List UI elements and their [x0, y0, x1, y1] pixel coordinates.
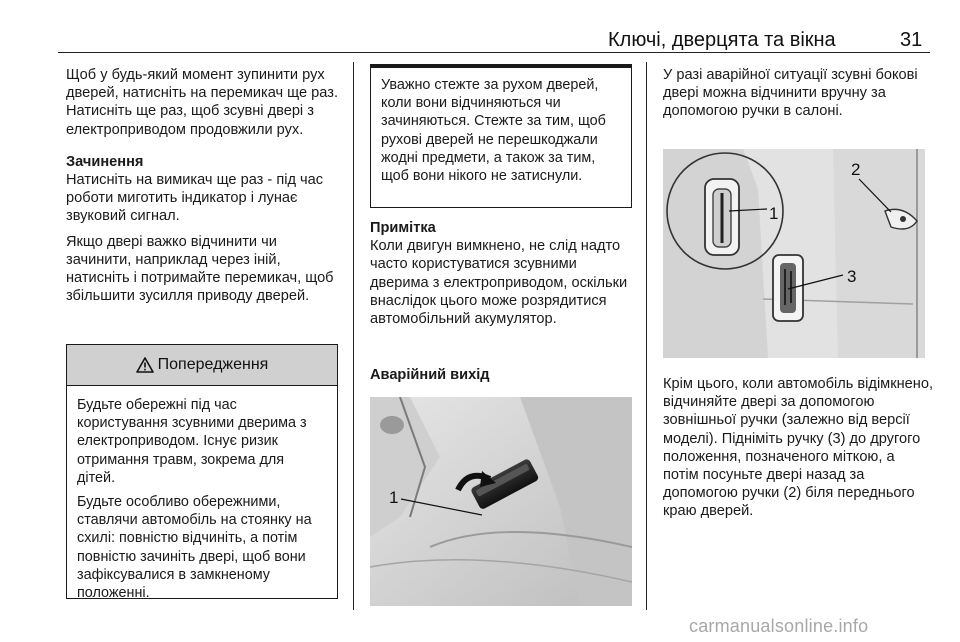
closing-heading: Зачинення	[66, 153, 144, 170]
notice-text: Уважно стежте за рухом дверей, коли вони відчиняються чи зачиняються. Стежте за тим, щоб рухові дверей не перешкоджали жодні предмети, а також за тим, щоб вони нікого не затиснули.	[381, 77, 606, 185]
emergency-exit-heading: Аварійний вихід	[370, 367, 490, 383]
intro-paragraph: Щоб у будь-який момент зупинити рух дверей, натисніть на перемикач ще раз. Натисніть ще раз, щоб зсувні двері з електроприводом продовжили рух.	[66, 67, 339, 138]
emergency-intro-paragraph: У разі аварійної ситуації зсувні бокові двері можна відчинити вручну за допомогою ручки в салоні.	[663, 67, 918, 120]
column-divider-right	[646, 62, 647, 610]
column-divider-left	[353, 62, 354, 610]
column-3-body	[663, 375, 933, 528]
warning-paragraph-1: Будьте обережні під час користування зсувними дверима з електроприводом. Існує ризик отримання травм, зокрема для дітей.	[77, 397, 307, 486]
page-number: 31	[900, 29, 923, 51]
emergency-handle-illustration	[370, 397, 632, 606]
watermark: carmanualsonline.info	[689, 616, 869, 636]
page-header-title: Ключі, дверцята та вікна	[608, 29, 836, 51]
door-handles-figure	[663, 149, 925, 358]
callout-1: 1	[389, 488, 399, 507]
emergency-heading-wrap	[370, 366, 632, 384]
warning-box	[66, 344, 338, 602]
door-handles-illustration	[663, 149, 925, 358]
outer-handle-paragraph: Крім цього, коли автомобіль відімкнено, відчиняйте двері за допомогою зовнішньої ручки (залежно від версії моделі). Підніміть ручку (3) до другого положення, позначеного міткою, а потім посуньте двері назад за допомогою ручки (2) біля переднього краю дверей.	[663, 376, 934, 520]
note-paragraph: Коли двигун вимкнено, не слід надто часто користуватися зсувними дверима з електроприводом, оскільки внаслідок цього може розрядитися автомобільний акумулятор.	[370, 238, 628, 328]
header-divider	[58, 52, 930, 53]
warning-header	[67, 345, 337, 386]
emergency-handle-figure	[370, 397, 632, 606]
column-1	[66, 66, 342, 312]
warning-title: Попередження	[157, 356, 269, 373]
note-heading: Примітка	[370, 220, 436, 236]
notice-box	[370, 64, 632, 208]
closing-paragraph: Натисніть на вимикач ще раз - під час роботи миготить індикатор і лунає звуковий сигнал.	[66, 172, 324, 225]
callout-3: 3	[847, 267, 857, 286]
difficult-doors-paragraph: Якщо двері важко відчинити чи зачинити, наприклад через іній, натисніть і потримайте перемикач, щоб збільшити зусилля приводу дверей.	[66, 233, 334, 305]
column-3-intro	[663, 66, 933, 128]
callout-2: 2	[851, 160, 861, 179]
warning-paragraph-2: Будьте особливо обережними, ставлячи автомобіль на стоянку на схилі: повністю відчиніть, а потім повністю зачиніть двері, щоб вони зафіксувалися в замкненому положенні.	[77, 494, 312, 602]
callout-1: 1	[769, 204, 779, 223]
warning-triangle-icon	[136, 357, 154, 373]
column-2	[370, 219, 632, 335]
